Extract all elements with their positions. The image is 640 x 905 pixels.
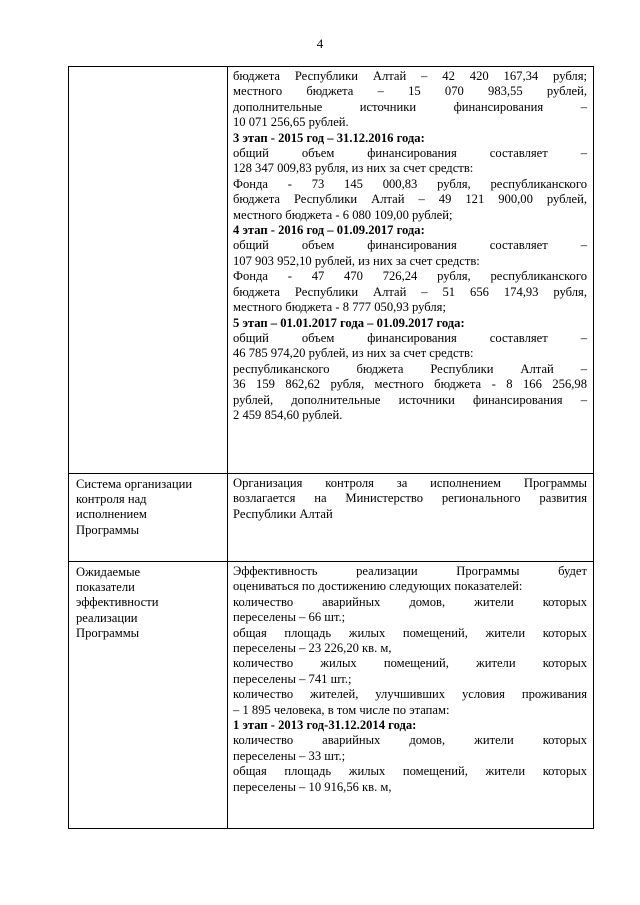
indicators-text	[228, 562, 593, 795]
text-line: местного бюджета – 15 070 983,55 рублей,	[233, 84, 587, 99]
funding-label-cell	[69, 67, 228, 474]
text-line: 107 903 952,10 рублей, из них за счет средств:	[233, 253, 480, 268]
text-line: количество жилых помещений, жители которых	[233, 656, 587, 671]
row-label-line: показатели	[76, 580, 135, 595]
text-line: 128 347 009,83 рубля, из них за счет средств:	[233, 161, 474, 176]
text-line: общий объем финансирования составляет –	[233, 238, 587, 253]
text-line: переселены – 741 шт.;	[233, 671, 352, 686]
text-line: Республики Алтай	[233, 506, 333, 521]
indicators-text-cell	[228, 562, 594, 829]
text-line: общий объем финансирования составляет –	[233, 330, 587, 345]
text-line: 46 785 974,20 рублей, из них за счет средств:	[233, 346, 474, 361]
row-label-line: Ожидаемые	[76, 565, 141, 579]
row-label-line: реализации	[76, 610, 138, 625]
stage-heading: 5 этап – 01.01.2017 года – 01.09.2017 года:	[233, 315, 465, 330]
text-line: Эффективность реализации Программы будет	[233, 564, 587, 578]
control-label	[69, 474, 227, 538]
text-line: общая площадь жилых помещений, жители которых	[233, 625, 587, 640]
text-line: местного бюджета - 8 777 050,93 рубля;	[233, 300, 446, 315]
page-number: 4	[316, 36, 324, 51]
control-label-cell	[69, 474, 228, 562]
text-line: республиканского бюджета Республики Алтай –	[233, 361, 587, 376]
text-line: переселены – 23 226,20 кв. м,	[233, 641, 392, 656]
program-passport-table	[68, 66, 594, 829]
funding-text	[228, 67, 593, 423]
stage-heading: 3 этап - 2015 год – 31.12.2016 года:	[233, 130, 425, 145]
text-line: рублей, дополнительные источники финансирования –	[233, 392, 587, 407]
text-line: 36 159 862,62 рубля, местного бюджета - 8 166 256,98	[233, 377, 587, 392]
row-label-line: исполнением	[76, 507, 147, 522]
table-row-control	[69, 474, 594, 562]
control-text	[228, 474, 593, 522]
text-line: переселены – 66 шт.;	[233, 610, 346, 625]
table-row-funding	[69, 67, 594, 474]
table-row-indicators	[69, 562, 594, 829]
text-line: переселены – 10 916,56 кв. м,	[233, 779, 392, 794]
text-line: бюджета Республики Алтай – 42 420 167,34 рубля;	[233, 69, 587, 83]
text-line: возлагается на Министерство регионального развития	[233, 491, 587, 506]
row-label-line: Система организации	[76, 477, 193, 491]
text-line: бюджета Республики Алтай – 51 656 174,93 рубля,	[233, 284, 587, 299]
text-line: дополнительные источники финансирования –	[233, 99, 587, 114]
row-label-line: контроля над	[76, 492, 147, 507]
text-line: переселены – 33 шт.;	[233, 748, 346, 763]
text-line: бюджета Республики Алтай – 49 121 900,00 рублей,	[233, 192, 587, 207]
text-line: 2 459 854,60 рублей.	[233, 407, 343, 422]
text-line: оцениваться по достижению следующих показателей:	[233, 579, 523, 594]
text-line: Фонда - 47 470 726,24 рубля, республиканского	[233, 269, 587, 284]
indicators-label-cell	[69, 562, 228, 829]
text-line: 10 071 256,65 рублей.	[233, 115, 349, 130]
control-text-cell	[228, 474, 594, 562]
text-line: Организация контроля за исполнением Программы	[233, 476, 587, 490]
funding-text-cell	[228, 67, 594, 474]
text-line: – 1 895 человека, в том числе по этапам:	[233, 702, 450, 717]
stage-heading: 4 этап - 2016 год – 01.09.2017 года:	[233, 223, 425, 238]
indicators-label	[69, 562, 227, 641]
text-line: количество аварийных домов, жители которых	[233, 733, 587, 748]
text-line: местного бюджета - 6 080 109,00 рублей;	[233, 207, 453, 222]
text-line: количество аварийных домов, жители которых	[233, 594, 587, 609]
row-label-line: Программы	[76, 522, 140, 537]
stage-heading: 1 этап - 2013 год-31.12.2014 года:	[233, 718, 417, 733]
text-line: общий объем финансирования составляет –	[233, 146, 587, 161]
text-line: Фонда - 73 145 000,83 рубля, республиканского	[233, 176, 587, 191]
text-line: общая площадь жилых помещений, жители которых	[233, 764, 587, 779]
row-label-line: эффективности	[76, 595, 159, 610]
text-line: количество жителей, улучшивших условия проживания	[233, 687, 587, 702]
row-label-line: Программы	[76, 625, 140, 640]
